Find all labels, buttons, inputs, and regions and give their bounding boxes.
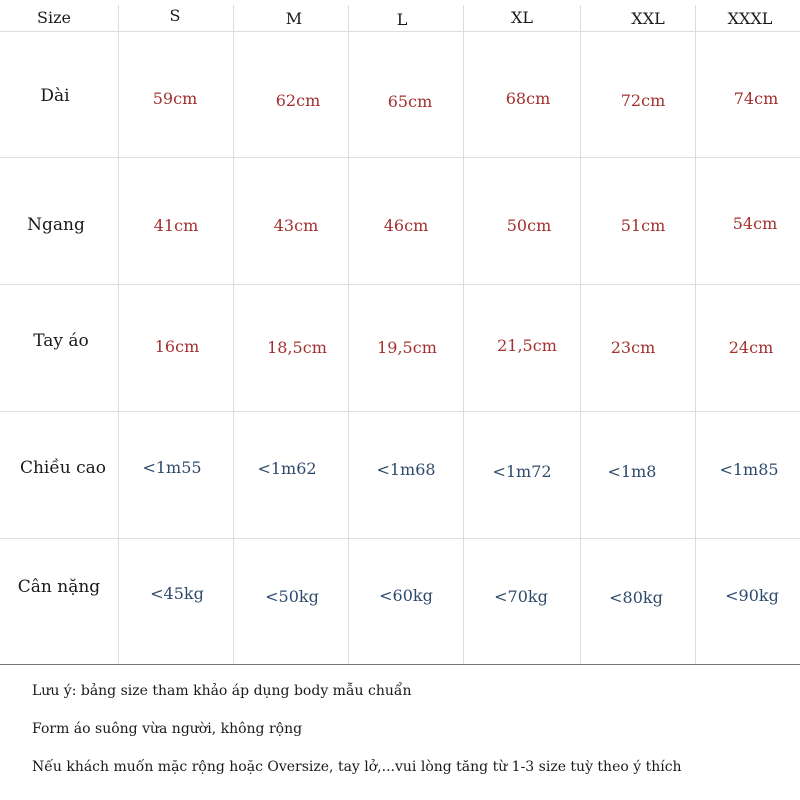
value-cell: <1m72 xyxy=(492,462,552,481)
value-cell: <1m8 xyxy=(607,462,657,481)
value-cell: <80kg xyxy=(609,588,663,607)
value-cell: 54cm xyxy=(732,214,778,233)
value-cell: 18,5cm xyxy=(267,338,327,357)
value-cell: 46cm xyxy=(383,216,429,235)
value-cell: 65cm xyxy=(387,92,433,111)
grid-line xyxy=(0,538,800,539)
header-size-m: M xyxy=(285,9,303,28)
size-notes xyxy=(32,676,682,790)
value-cell: 19,5cm xyxy=(377,338,437,357)
row-label-length: Dài xyxy=(40,86,70,106)
grid-line xyxy=(580,5,581,664)
value-cell: 59cm xyxy=(152,89,198,108)
note-oversize: Nếu khách muốn mặc rộng hoặc Oversize, tay lở,...vui lòng tăng từ 1-3 size tuỳ theo ý thích xyxy=(32,759,682,775)
value-cell: <50kg xyxy=(265,587,319,606)
value-cell: 23cm xyxy=(610,338,656,357)
header-size-s: S xyxy=(169,6,181,25)
value-cell: <1m55 xyxy=(142,458,202,477)
value-cell: <70kg xyxy=(494,587,548,606)
value-cell: 50cm xyxy=(506,216,552,235)
note-reference: Lưu ý: bảng size tham khảo áp dụng body mẫu chuẩn xyxy=(32,683,412,699)
value-cell: 68cm xyxy=(505,89,551,108)
header-size-xl: XL xyxy=(510,8,533,27)
header-size-xxl: XXL xyxy=(631,9,665,28)
value-cell: 62cm xyxy=(275,91,321,110)
value-cell: <1m68 xyxy=(376,460,436,479)
table-bottom-border xyxy=(0,664,800,665)
value-cell: 43cm xyxy=(273,216,319,235)
row-label-height: Chiều cao xyxy=(19,458,107,478)
header-size-label: Size xyxy=(37,8,71,27)
grid-line xyxy=(233,5,234,664)
grid-line xyxy=(0,411,800,412)
grid-line xyxy=(0,157,800,158)
value-cell: <1m62 xyxy=(257,459,317,478)
value-cell: <90kg xyxy=(725,586,779,605)
value-cell: <1m85 xyxy=(719,460,779,479)
value-cell: 51cm xyxy=(620,216,666,235)
value-cell: 16cm xyxy=(154,337,200,356)
value-cell: <60kg xyxy=(379,586,433,605)
value-cell: 72cm xyxy=(620,91,666,110)
value-cell: 74cm xyxy=(733,89,779,108)
header-size-l: L xyxy=(396,10,408,29)
value-cell: 41cm xyxy=(153,216,199,235)
grid-line xyxy=(348,5,349,664)
header-size-xxxl: XXXL xyxy=(727,9,773,28)
grid-line xyxy=(0,31,800,32)
note-fit: Form áo suông vừa người, không rộng xyxy=(32,721,303,737)
row-label-width: Ngang xyxy=(27,215,85,235)
value-cell: 24cm xyxy=(728,338,774,357)
grid-line xyxy=(463,5,464,664)
grid-line xyxy=(695,5,696,664)
value-cell: 21,5cm xyxy=(497,336,557,355)
grid-line xyxy=(0,284,800,285)
value-cell: <45kg xyxy=(150,584,204,603)
row-label-sleeve: Tay áo xyxy=(33,331,89,351)
row-label-weight: Cân nặng xyxy=(17,577,101,597)
